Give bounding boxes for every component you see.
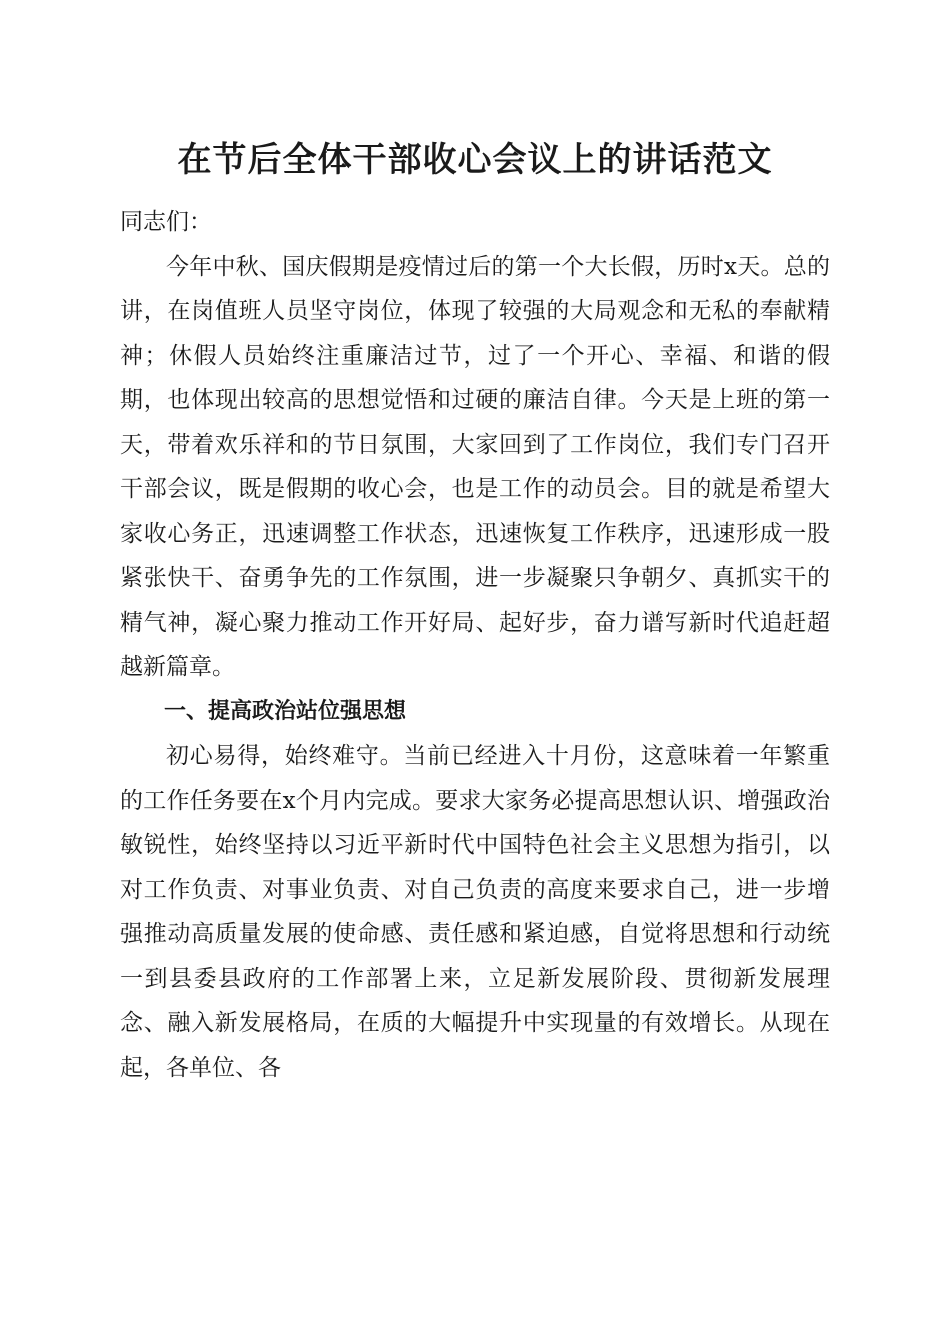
paragraph-intro: 今年中秋、国庆假期是疫情过后的第一个大长假，历时x天。总的讲，在岗值班人员坚守岗位，体现了较强的大局观念和无私的奉献精神；休假人员始终注重廉洁过节，过了一个开心、幸福、和谐的假期，也体现出较高的思想觉悟和过硬的廉洁自律。今天是上班的第一天，带着欢乐祥和的节日氛围，大家回到了工作岗位，我们专门召开干部会议，既是假期的收心会，也是工作的动员会。目的就是希望大家收心务正，迅速调整工作状态，迅速恢复工作秩序，迅速形成一股紧张快干、奋勇争先的工作氛围，进一步凝聚只争朝夕、真抓实干的精气神，凝心聚力推动工作开好局、起好步，奋力谱写新时代追赶超越新篇章。 (120, 253, 830, 680)
document-title: 在节后全体干部收心会议上的讲话范文 (177, 140, 773, 180)
section-heading-1: 一、提高政治站位强思想 (164, 698, 407, 724)
paragraph-section-1: 初心易得，始终难守。当前已经进入十月份，这意味着一年繁重的工作任务要在x个月内完成。要求大家务必提高思想认识、增强政治敏锐性，始终坚持以习近平新时代中国特色社会主义思想为指引，以对工作负责、对事业负责、对自己负责的高度来要求自己，进一步增强推动高质量发展的使命感、责任感和紧迫感，自觉将思想和行动统一到县委县政府的工作部署上来，立足新发展阶段、贯彻新发展理念、融入新发展格局，在质的大幅提升中实现量的有效增长。从现在起，各单位、各 (120, 743, 830, 1081)
document-body (120, 200, 830, 1090)
greeting: 同志们： (120, 209, 212, 235)
